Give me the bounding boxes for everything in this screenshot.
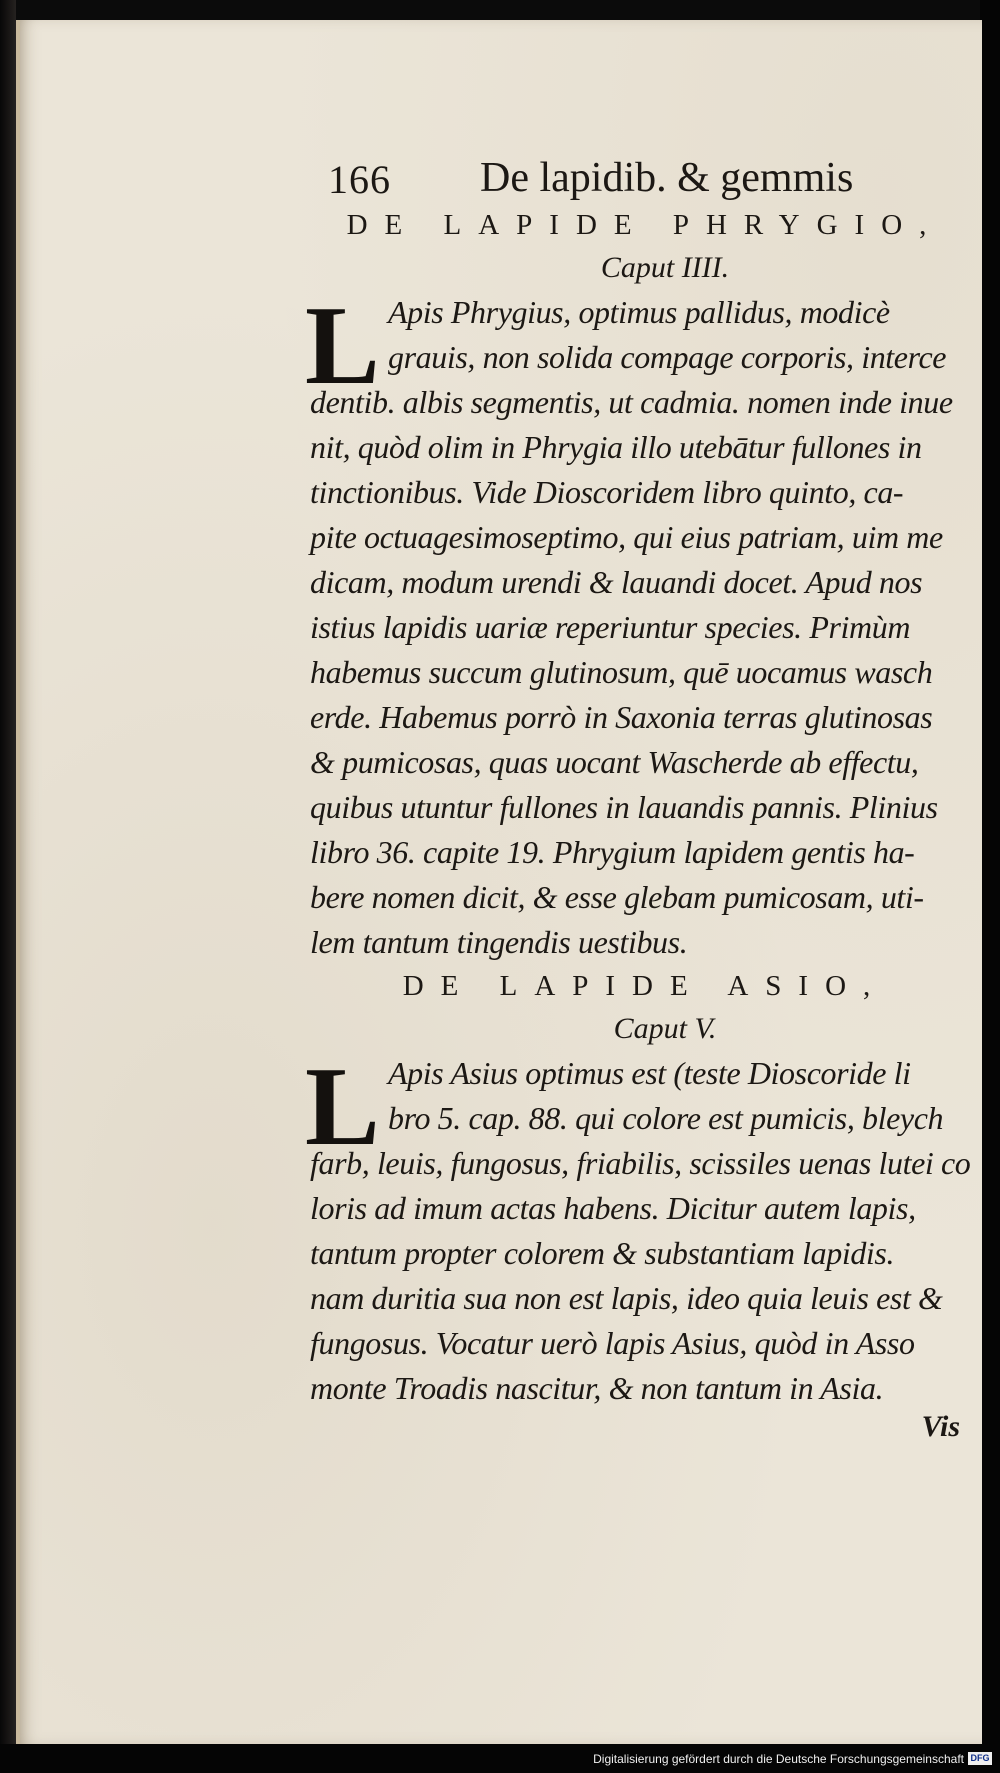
running-head — [310, 148, 970, 204]
section-heading: DE LAPIDE PHRYGIO, — [346, 209, 944, 241]
chapter-label: Caput V. — [613, 1012, 717, 1045]
text-line: istius lapidis uariæ reperiuntur species. Primùm — [310, 609, 911, 645]
text-line: nit, quòd olim in Phrygia illo utebātur fullones in — [310, 429, 922, 465]
funding-note: Digitalisierung gefördert durch die Deutsche Forschungsgemeinschaft — [593, 1752, 964, 1766]
paragraph — [305, 284, 970, 965]
text-line: & pumicosas, quas uocant Wascherde ab effectu, — [310, 744, 919, 780]
chapter-label: Caput IIII. — [600, 251, 730, 284]
text-line: monte Troadis nascitur, & non tantum in Asia. — [310, 1370, 884, 1406]
paragraph — [305, 1045, 971, 1411]
text-block — [305, 148, 971, 1447]
text-line: bro 5. cap. 88. qui colore est pumicis, bleych — [388, 1100, 944, 1136]
page-number: 166 — [328, 157, 391, 202]
text-line: Apis Phrygius, optimus pallidus, modicè — [388, 294, 890, 330]
text-line: nam duritia sua non est lapis, ideo quia leuis est & — [310, 1280, 943, 1316]
text-line: libro 36. capite 19. Phrygium lapidem gentis ha- — [310, 834, 915, 870]
text-line: pite octuagesimoseptimo, qui eius patriam, uim me — [310, 519, 943, 555]
text-line: grauis, non solida compage corporis, interce — [388, 339, 947, 375]
dfg-logo: DFG — [968, 1752, 992, 1765]
running-title: De lapidib. & gemmis — [480, 155, 854, 201]
text-line: tantum propter colorem & substantiam lapidis. — [310, 1235, 895, 1271]
text-line: loris ad imum actas habens. Dicitur autem lapis, — [310, 1190, 916, 1226]
drop-capital: L — [305, 284, 380, 408]
text-line: bere nomen dicit, & esse glebam pumicosam, uti- — [310, 879, 924, 915]
text-line: tinctionibus. Vide Dioscoridem libro quinto, ca- — [310, 474, 904, 510]
text-line: habemus succum glutinosum, quē uocamus wasch — [310, 654, 933, 690]
text-line: Apis Asius optimus est (teste Dioscoride li — [388, 1055, 911, 1091]
left-book-edge — [0, 0, 16, 1773]
text-line: farb, leuis, fungosus, friabilis, scissiles uenas lutei co — [310, 1145, 971, 1181]
paper-page — [16, 20, 982, 1744]
text-line: dicam, modum urendi & lauandi docet. Apud nos — [310, 564, 923, 600]
right-scan-border — [980, 0, 1000, 1773]
catchword: Vis — [921, 1410, 960, 1443]
text-line: erde. Habemus porrò in Saxonia terras glutinosas — [310, 699, 933, 735]
text-line: quibus utuntur fullones in lauandis pannis. Plinius — [310, 789, 938, 825]
section-heading: DE LAPIDE ASIO, — [402, 970, 888, 1002]
footer-bar — [0, 1744, 1000, 1773]
text-line: dentib. albis segmentis, ut cadmia. nomen inde inue — [310, 384, 953, 420]
text-line: fungosus. Vocatur uerò lapis Asius, quòd in Asso — [310, 1325, 915, 1361]
text-line: lem tantum tingendis uestibus. — [310, 924, 688, 960]
drop-capital: L — [305, 1045, 380, 1169]
